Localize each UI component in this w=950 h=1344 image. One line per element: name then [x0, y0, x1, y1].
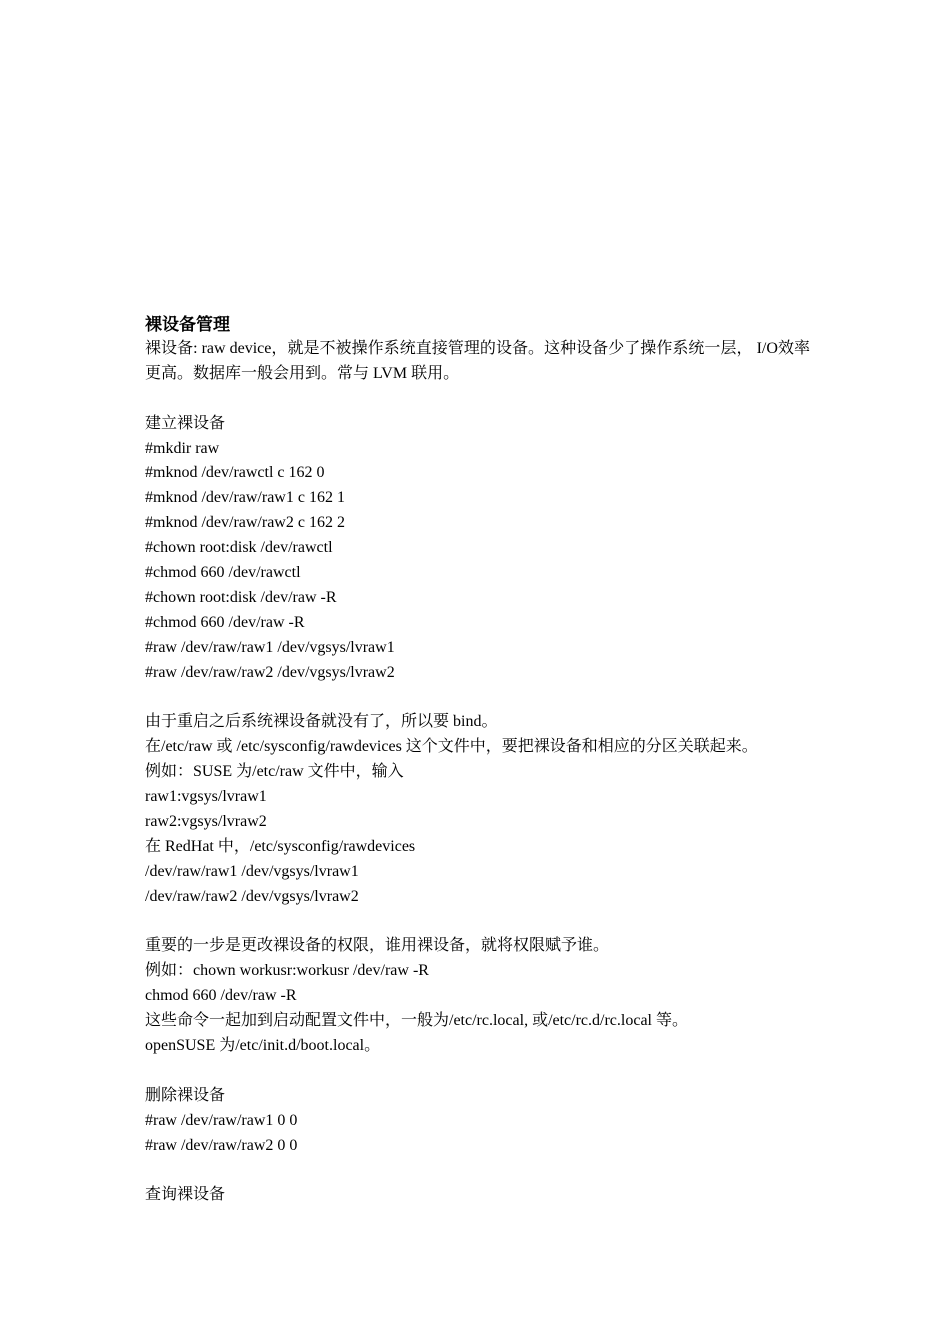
command-line: #mkdir raw	[145, 439, 220, 457]
command-line: #mknod /dev/rawctl c 162 0	[145, 464, 325, 482]
query-heading: 查询裸设备	[145, 1186, 226, 1204]
bind-text-line: raw1:vgsys/lvraw1	[145, 788, 267, 806]
command-line: #raw /dev/raw/raw2 0 0	[145, 1136, 298, 1154]
blank-line	[145, 387, 810, 412]
permissions-text-line: openSUSE 为/etc/init.d/boot.local。	[145, 1036, 381, 1054]
blank-line	[145, 910, 810, 935]
delete-heading: 删除裸设备	[145, 1086, 226, 1104]
command-line: #mknod /dev/raw/raw1 c 162 1	[145, 489, 345, 507]
permissions-text-line: chmod 660 /dev/raw -R	[145, 987, 297, 1005]
command-line: #raw /dev/raw/raw1 0 0	[145, 1111, 298, 1129]
command-line: #mknod /dev/raw/raw2 c 162 2	[145, 514, 345, 532]
bind-text-line: /dev/raw/raw1 /dev/vgsys/lvraw1	[145, 862, 359, 880]
blank-line	[145, 686, 810, 711]
blank-line	[145, 1158, 810, 1183]
blank-line	[145, 1059, 810, 1084]
bind-text-line: 在 RedHat 中，/etc/sysconfig/rawdevices	[145, 837, 416, 855]
command-line: #raw /dev/raw/raw2 /dev/vgsys/lvraw2	[145, 663, 395, 681]
command-line: #chown root:disk /dev/raw -R	[145, 588, 337, 606]
permissions-text-line: 重要的一步是更改裸设备的权限，谁用裸设备，就将权限赋予谁。	[145, 937, 610, 955]
bind-text-line: /dev/raw/raw2 /dev/vgsys/lvraw2	[145, 887, 359, 905]
command-line: #chmod 660 /dev/raw -R	[145, 613, 305, 631]
command-line: #chmod 660 /dev/rawctl	[145, 564, 301, 582]
command-line: #raw /dev/raw/raw1 /dev/vgsys/lvraw1	[145, 638, 395, 656]
bind-text-line: 例如：SUSE 为/etc/raw 文件中，输入	[145, 763, 404, 781]
permissions-text-line: 这些命令一起加到启动配置文件中，一般为/etc/rc.local, 或/etc/rc.d/rc.local 等。	[145, 1012, 689, 1030]
bind-text-line: raw2:vgsys/lvraw2	[145, 812, 267, 830]
permissions-text-line: 例如：chown workusr:workusr /dev/raw -R	[145, 962, 429, 980]
bind-text-line: 由于重启之后系统裸设备就没有了，所以要 bind。	[145, 713, 498, 731]
create-heading: 建立裸设备	[145, 414, 226, 432]
bind-text-line: 在/etc/raw 或 /etc/sysconfig/rawdevices 这个文件中，要把裸设备和相应的分区关联起来。	[145, 738, 758, 756]
command-line: #chown root:disk /dev/rawctl	[145, 539, 333, 557]
document-title: 裸设备管理	[145, 315, 230, 335]
document-body	[145, 313, 810, 1208]
intro-paragraph: 裸设备: raw device，就是不被操作系统直接管理的设备。这种设备少了操作系统一层， I/O效率更高。数据库一般会用到。常与 LVM 联用。	[145, 340, 810, 382]
